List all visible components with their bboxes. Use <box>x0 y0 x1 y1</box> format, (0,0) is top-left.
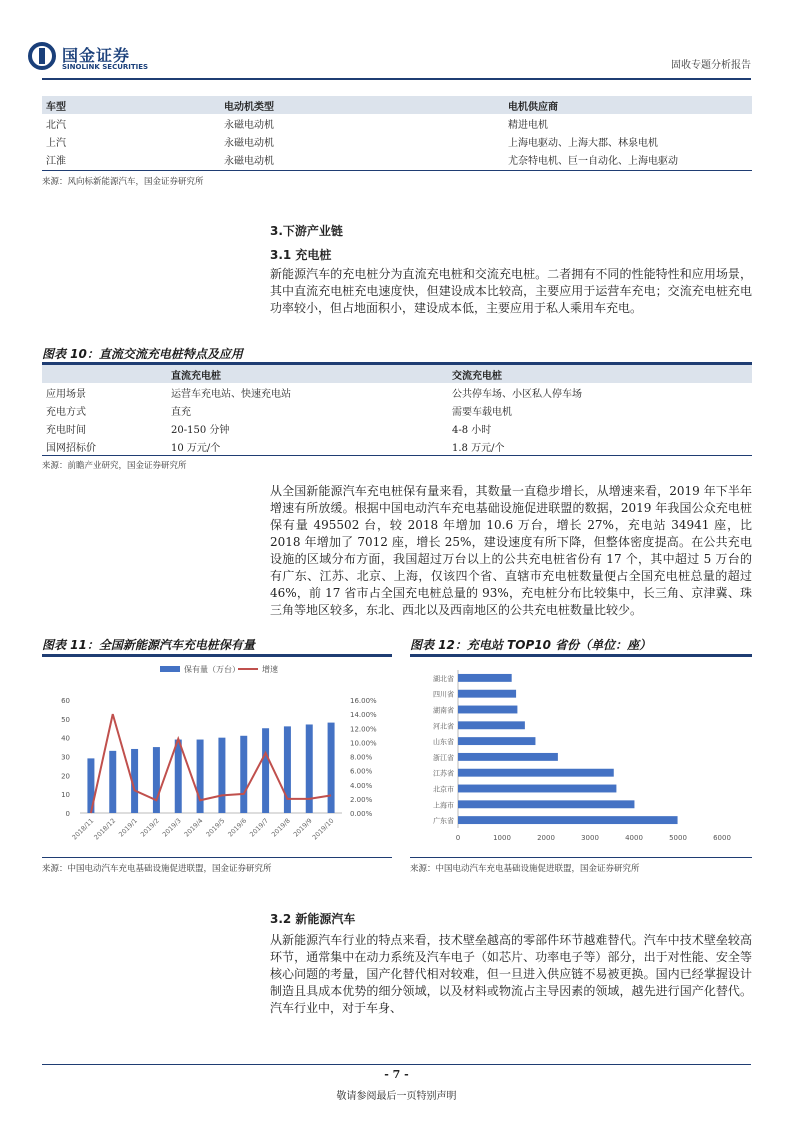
y-tick-label: 河北省 <box>433 722 454 731</box>
paragraph: 新能源汽车的充电桩分为直流充电桩和交流充电桩。二者拥有不同的性能特性和应用场景，其中直流充电桩充电速度快，但建设成本比较高，主要应用于运营车充电；交流充电桩充电功率较小，但占地面积小，建设成本低，主要应用于私人乘用车充电。 <box>270 267 752 315</box>
x-tick-label: 2019/6 <box>226 816 249 839</box>
figure-title: 图表 12：充电站 TOP10 省份（单位：座） <box>410 638 652 652</box>
bar <box>458 816 678 824</box>
bar <box>109 751 116 813</box>
disclaimer: 敬请参阅最后一页特别声明 <box>336 1091 457 1102</box>
y-tick-label: 江苏省 <box>433 769 454 778</box>
bar <box>153 747 160 813</box>
x-tick-label: 2018/12 <box>92 816 118 842</box>
figure-title-rule <box>410 654 752 657</box>
figure-bottom-rule <box>410 857 752 858</box>
page-number: - 7 - <box>384 1068 409 1081</box>
report-type: 固收专题分析报告 <box>671 60 751 71</box>
table-cell: 公共停车场、小区私人停车场 <box>452 388 582 400</box>
table-cell: 北汽 <box>46 119 66 131</box>
paragraph: 从新能源汽车行业的特点来看，技术壁垒越高的零部件环节越难替代。汽车中技术壁垒较高环节，通常集中在动力系统及汽车电子（如芯片、功率电子等）部分，出于对性能、安全等核心问题的考量，国产化替代相对较难，但一旦进入供应链不易被更换。国内已经掌握设计制造且具成本优势的细分领域，以及材料或物流占主导因素的领域，越先进行国产化替代。汽车行业中，对于车身、 <box>270 933 752 1015</box>
y-tick-label: 湖北省 <box>433 674 454 683</box>
motor-supplier-table <box>42 96 752 168</box>
y2-tick-label: 6.00% <box>350 767 373 776</box>
x-tick-label: 6000 <box>713 834 731 842</box>
table-cell: 国网招标价 <box>46 442 96 454</box>
bar <box>262 728 269 813</box>
y-tick-label: 30 <box>61 753 70 762</box>
y2-tick-label: 0.00% <box>350 810 373 818</box>
bar <box>458 785 616 793</box>
y2-tick-label: 2.00% <box>350 795 373 804</box>
y-tick-label: 山东省 <box>433 738 454 747</box>
table-cell: 运营车充电站、快速充电站 <box>171 388 291 400</box>
x-tick-label: 5000 <box>669 834 687 842</box>
table-bottom-rule <box>42 170 752 171</box>
figure-source: 来源：中国电动汽车充电基础设施促进联盟，国金证券研究所 <box>410 864 640 874</box>
table-cell: 充电时间 <box>46 424 86 436</box>
x-tick-label: 2018/11 <box>70 816 96 842</box>
top10-province-chart <box>410 658 752 854</box>
table-header-cell: 电动机类型 <box>224 101 274 113</box>
bar <box>458 721 525 729</box>
table-source: 来源：风向标新能源汽车，国金证券研究所 <box>42 177 204 187</box>
figure-source: 来源：中国电动汽车充电基础设施促进联盟，国金证券研究所 <box>42 864 272 874</box>
company-logo-icon <box>28 42 56 70</box>
bar <box>197 740 204 813</box>
charging-pile-stock-chart <box>42 658 392 854</box>
table-row <box>42 401 752 419</box>
table-header-row <box>42 96 752 114</box>
y-tick-label: 北京市 <box>433 785 454 794</box>
table-cell: 需要车载电机 <box>452 406 512 418</box>
bar <box>458 690 516 698</box>
table-header-row <box>42 365 752 383</box>
y-tick-label: 浙江省 <box>433 753 454 762</box>
x-tick-label: 4000 <box>625 834 643 842</box>
table-cell: 上汽 <box>46 137 66 149</box>
x-tick-label: 2019/2 <box>138 816 161 839</box>
subsection-title: 3.1 充电桩 <box>270 248 332 262</box>
table-header-cell: 交流充电桩 <box>452 370 502 382</box>
x-tick-label: 2000 <box>537 834 555 842</box>
table-cell: 10 万元/个 <box>171 442 221 454</box>
table-cell: 永磁电动机 <box>224 119 274 131</box>
table-row <box>42 132 752 150</box>
y-tick-label: 0 <box>65 810 70 818</box>
paragraph: 从全国新能源汽车充电桩保有量来看，其数量一直稳步增长，从增速来看，2019 年下半年增速有所放缓。根据中国电动汽车充电基础设施促进联盟的数据，2019 年我国公众充电桩保有量 495502 台，较 2018 年增加 10.6 万台，增长 27%，充电站 34941 座，比 2018 年增加了 7012 座，增长 25%，建设速度有所下降，但整体密度提高。在公共充电设施的区域分布方面，我国超过万台以上的公共充电桩省份有 17 个，其中超过 5 万台的有广东、江苏、北京、上海，仅该四个省、直辖市充电桩数量便占全国充电桩总量的超过 46%，前 17 省市占全国充电桩总量的 93%，充电桩分布比较集中，长三角、京津冀、珠三角等地区较多，东北、西北以及西南地区的公共充电桩数量比较少。 <box>270 484 752 617</box>
bar <box>240 736 247 813</box>
x-tick-label: 2019/8 <box>269 816 292 839</box>
table-cell: 1.8 万元/个 <box>452 442 505 454</box>
y-tick-label: 10 <box>61 791 70 800</box>
x-tick-label: 2019/9 <box>291 816 314 839</box>
x-tick-label: 3000 <box>581 834 599 842</box>
y2-tick-label: 14.00% <box>350 711 377 720</box>
bar <box>458 753 558 761</box>
y2-tick-label: 10.00% <box>350 739 377 748</box>
x-tick-label: 2019/3 <box>160 816 183 839</box>
table-cell: 永磁电动机 <box>224 155 274 167</box>
table-cell: 20-150 分钟 <box>171 424 230 436</box>
y-tick-label: 60 <box>61 697 70 705</box>
table-row <box>42 150 752 168</box>
y-tick-label: 50 <box>61 715 70 724</box>
table-cell: 江淮 <box>46 155 66 167</box>
y-tick-label: 广东省 <box>433 817 454 826</box>
figure-title-rule <box>42 654 392 657</box>
footer-divider <box>42 1064 751 1065</box>
figure-title: 图表 11：全国新能源汽车充电桩保有量 <box>42 638 255 652</box>
x-tick-label: 2019/7 <box>248 816 270 839</box>
charging-pile-comparison-table <box>42 365 752 455</box>
y-tick-label: 湖南省 <box>433 706 454 715</box>
table-header-cell: 直流充电桩 <box>171 370 221 382</box>
table-cell: 尤奈特电机、巨一自动化、上海电驱动 <box>508 155 678 167</box>
x-tick-label: 2019/4 <box>182 816 205 839</box>
table-row <box>42 383 752 401</box>
bar <box>458 706 517 714</box>
table-row <box>42 437 752 455</box>
table-cell: 应用场景 <box>46 388 86 400</box>
legend-swatch-stock <box>160 666 180 672</box>
legend-label-stock: 保有量（万台） <box>184 665 240 674</box>
figure-title: 图表 10：直流交流充电桩特点及应用 <box>42 347 243 361</box>
x-tick-label: 0 <box>455 834 461 842</box>
table-header-cell: 电机供应商 <box>508 101 558 113</box>
table-bottom-rule <box>42 455 752 456</box>
y2-tick-label: 12.00% <box>350 725 377 734</box>
bar <box>284 726 291 813</box>
y-tick-label: 40 <box>61 734 70 743</box>
bar <box>328 723 335 813</box>
bar <box>175 740 182 813</box>
x-tick-label: 2019/10 <box>310 816 336 842</box>
x-tick-label: 1000 <box>493 834 511 842</box>
table-header-cell <box>42 365 167 383</box>
table-cell: 上海电驱动、上海大郡、林泉电机 <box>508 137 658 149</box>
bar <box>458 800 634 808</box>
table-cell: 充电方式 <box>46 406 86 418</box>
bar <box>218 738 225 813</box>
table-source: 来源：前瞻产业研究，国金证券研究所 <box>42 461 187 471</box>
company-name-en: SINOLINK SECURITIES <box>62 63 149 71</box>
x-tick-label: 2019/5 <box>204 816 227 839</box>
figure-bottom-rule <box>42 857 392 858</box>
table-cell: 4-8 小时 <box>452 424 492 436</box>
bar <box>458 674 512 682</box>
section-title: 3.下游产业链 <box>270 224 343 238</box>
y2-tick-label: 8.00% <box>350 753 373 762</box>
table-header-cell: 车型 <box>46 101 66 113</box>
table-cell: 直充 <box>171 406 191 418</box>
bar <box>458 769 614 777</box>
table-row <box>42 419 752 437</box>
y2-tick-label: 4.00% <box>350 781 373 790</box>
bar <box>458 737 535 745</box>
y-tick-label: 上海市 <box>433 801 454 810</box>
header-divider <box>42 78 751 80</box>
table-row <box>42 114 752 132</box>
growth-line <box>91 714 331 813</box>
company-name-cn: 国金证券 <box>62 46 131 65</box>
subsection-title: 3.2 新能源汽车 <box>270 912 356 926</box>
table-cell: 永磁电动机 <box>224 137 274 149</box>
y2-tick-label: 16.00% <box>350 697 377 705</box>
legend-label-growth: 增速 <box>262 665 278 674</box>
x-tick-label: 2019/1 <box>117 816 139 839</box>
y-tick-label: 20 <box>61 772 70 781</box>
table-cell: 精进电机 <box>508 119 548 131</box>
y-tick-label: 四川省 <box>433 690 454 699</box>
